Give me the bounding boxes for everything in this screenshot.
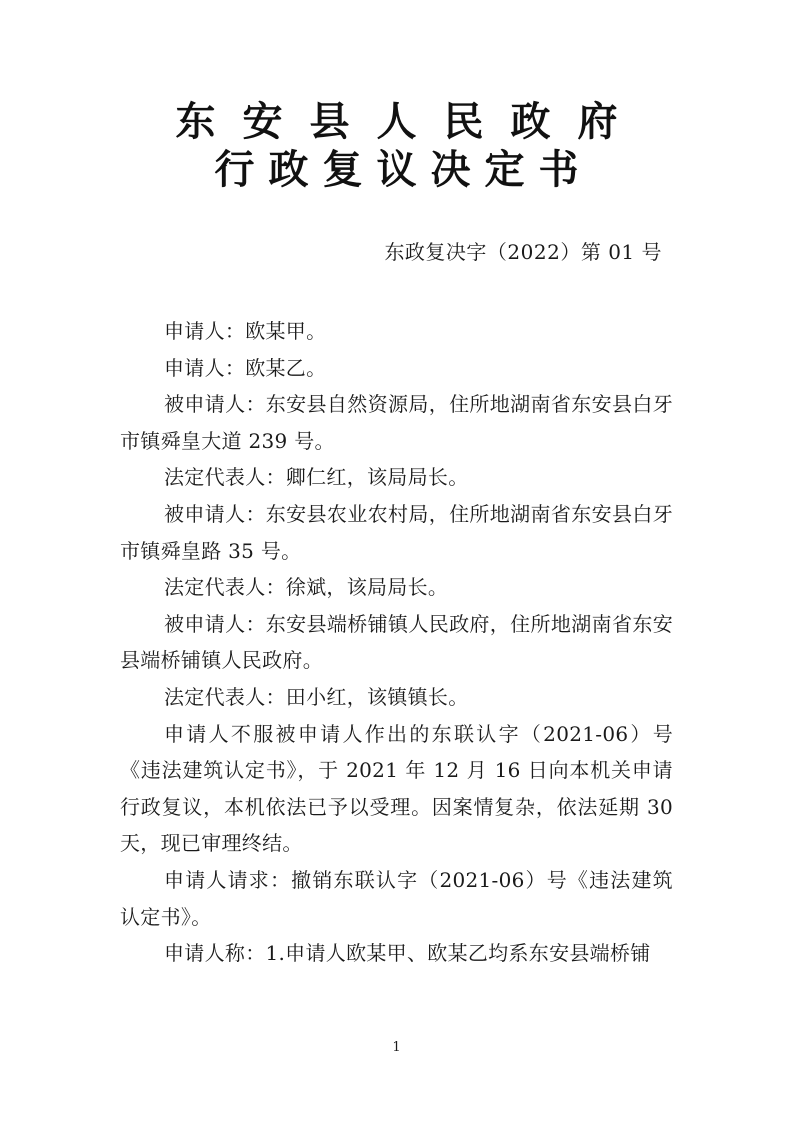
document-title-line-1: 东安县人民政府 [175, 98, 645, 145]
page-number: 1 [392, 1040, 401, 1055]
document-body [120, 313, 673, 972]
paragraph-respondent-2: 被申请人：东安县农业农村局，住所地湖南省东安县白牙市镇舜皇路 35 号。 [120, 501, 673, 563]
paragraph-applicant-request: 申请人请求：撤销东联认字（2021-06）号《违法建筑认定书》。 [120, 867, 673, 929]
paragraph-representative-1: 法定代表人：卿仁红，该局局长。 [164, 465, 469, 490]
paragraph-applicant-1: 申请人：欧某甲。 [164, 319, 327, 343]
paragraph-respondent-3: 被申请人：东安县端桥铺镇人民政府，住所地湖南省东安县端桥铺镇人民政府。 [120, 611, 673, 673]
paragraph-applicant-2: 申请人：欧某乙。 [164, 355, 327, 380]
document-number: 东政复决字（2022）第 01 号 [384, 240, 662, 264]
paragraph-case-summary: 申请人不服被申请人作出的东联认字（2021-06）号《违法建筑认定书》，于 2021 年 12 月 16 日向本机关申请行政复议，本机依法已予以受理。因案情复杂，依法延期 30 天，现已审理终结。 [120, 721, 673, 856]
paragraph-respondent-1: 被申请人：东安县自然资源局，住所地湖南省东安县白牙市镇舜皇大道 239 号。 [120, 392, 673, 453]
paragraph-representative-3: 法定代表人：田小红，该镇镇长。 [164, 684, 469, 709]
document-title-line-2: 行政复议决定书 [214, 146, 593, 193]
paragraph-applicant-statement: 申请人称：1.申请人欧某甲、欧某乙均系东安县端桥铺 [164, 941, 651, 966]
paragraph-representative-2: 法定代表人：徐斌，该局局长。 [164, 575, 449, 600]
